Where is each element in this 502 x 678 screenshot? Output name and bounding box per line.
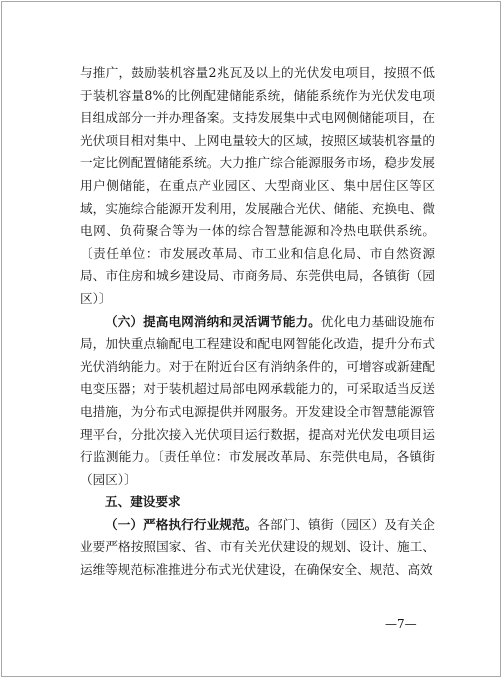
subsection-lead: （一）严格执行行业规范。 xyxy=(105,516,258,532)
body-paragraph: 与推广，鼓励装机容量2兆瓦及以上的光伏发电项目，按照不低于装机容量8%的比例配建储能系统，储能系统作为光伏发电项目组成部分一并办理备案。支持发展集中式电网侧储能项目，在光伏项目相对集中、上网电量较大的区域，按照区域装机容量的一定比例配置储能系统。大力推广综合能源服务市场，稳步发展用户侧储能，在重点产业园区、大型商业区、集中居住区等区域，实施综合能源开发利用，发展融合光伏、储能、充换电、微电网、负荷聚合等为一体的综合智慧能源和冷热电联供系统。〔责任单位：市发展改革局、市工业和信息化局、市自然资源局、市住房和城乡建设局、市商务局、东莞供电局，各镇街（园区）〕 xyxy=(80,65,435,306)
body-paragraph xyxy=(80,311,435,492)
paragraph-text: 各部门、镇街（园区）及有关企业要严格按照国家、省、市有关光伏建设的规划、设计、施工、运维等规范标准推进分布式光伏建设，在确保安全、规范、高效 xyxy=(80,516,436,578)
page-number: —7— xyxy=(385,617,417,631)
section-heading: 五、建设要求 xyxy=(105,494,181,510)
subsection-lead: （六）提高电网消纳和灵活调节能力。 xyxy=(105,313,321,329)
page-body xyxy=(80,62,435,582)
paragraph-text: 优化电力基础设施布局，加快重点输配电工程建设和配电网智能化改造，提升分布式光伏消纳能力。对于在附近台区有消纳条件的，可增容或新建配电变压器；对于装机超过局部电网承载能力的，可采取适当反送电措施，为分布式电源提供并网服务。开发建设全市智慧能源管理平台，分批次接入光伏项目运行数据，提高对光伏发电项目运行监测能力。〔责任单位：市发展改革局、东莞供电局，各镇街（园区）〕 xyxy=(80,313,436,487)
body-paragraph xyxy=(80,514,435,582)
